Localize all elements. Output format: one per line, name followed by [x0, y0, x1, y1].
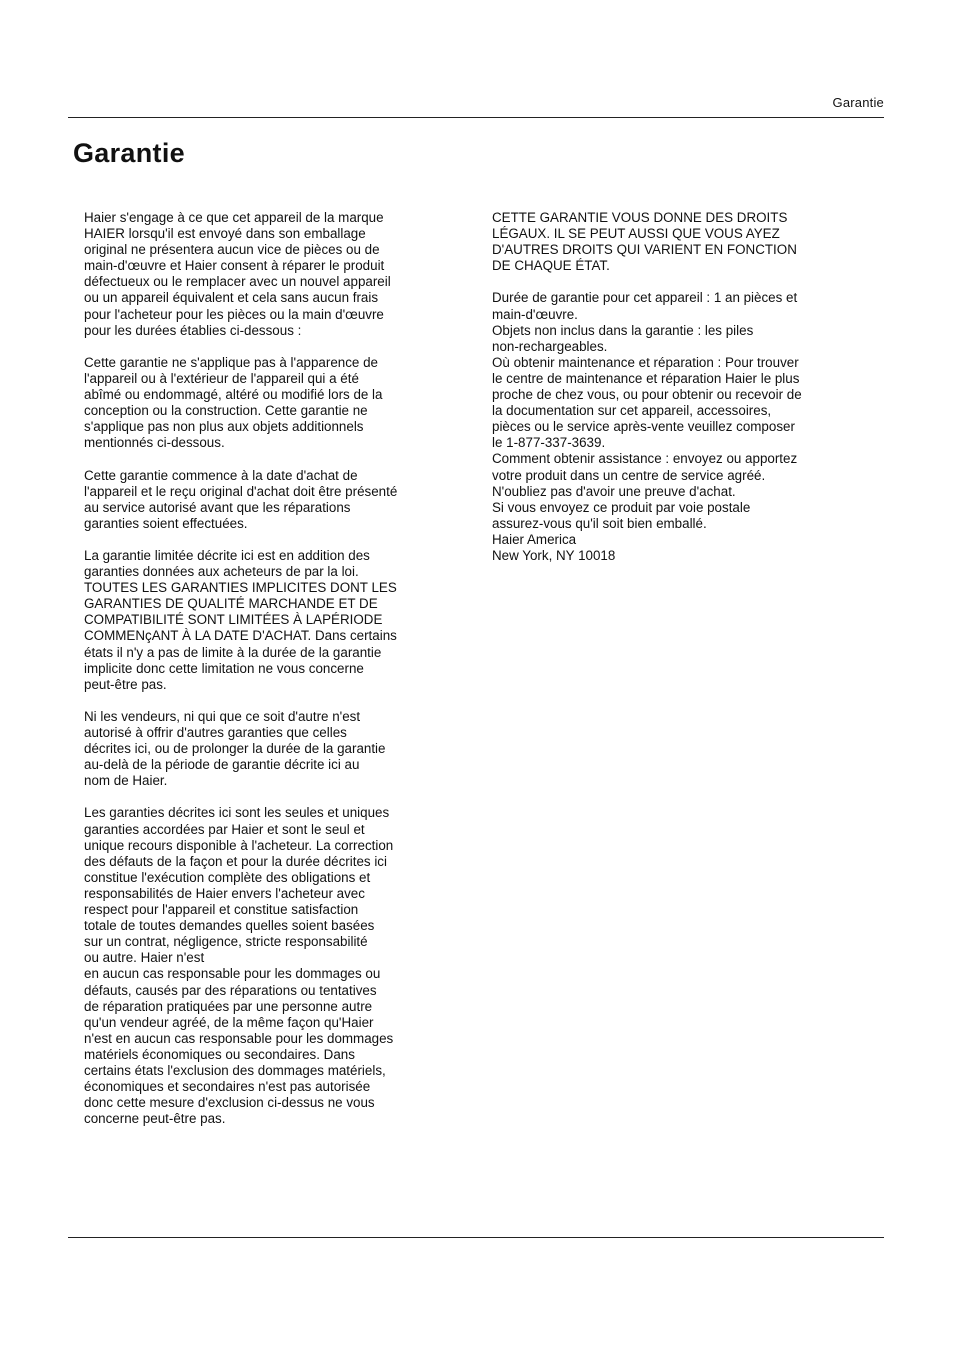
paragraph	[84, 709, 464, 789]
text-line: économiques et secondaires n'est pas autorisée	[84, 1079, 371, 1095]
text-line: Les garanties décrites ici sont les seules et uniques	[84, 805, 390, 821]
text-line: unique recours disponible à l'acheteur. La correction	[84, 837, 394, 853]
text-line: pour les durées établies ci-dessous :	[84, 322, 302, 338]
text-line: Où obtenir maintenance et réparation : Pour trouver	[492, 354, 799, 370]
text-line: en aucun cas responsable pour les dommages ou	[84, 966, 381, 982]
paragraph	[84, 548, 464, 693]
left-column	[84, 210, 464, 1143]
text-line: peut-être pas.	[84, 676, 167, 692]
text-line: Haier America	[492, 531, 577, 547]
text-line: constitue l'exécution complète des obligations et	[84, 869, 371, 885]
text-line: la documentation sur cet appareil, accessoires,	[492, 403, 772, 419]
text-line: nom de Haier.	[84, 773, 168, 789]
text-line: COMPATIBILITÉ SONT LIMITÉES À LAPÉRIODE	[84, 612, 383, 628]
text-line: défauts, causés par des réparations ou tentatives	[84, 982, 377, 998]
text-line: main-d'œuvre et Haier consent à réparer le produit	[84, 258, 385, 274]
text-line: pièces ou le service après-vente veuillez composer	[492, 419, 795, 435]
text-line: le 1-877-337-3639.	[492, 435, 606, 451]
text-line: GARANTIES DE QUALITÉ MARCHANDE ET DE	[84, 596, 378, 612]
paragraph	[84, 805, 464, 1127]
text-line: ou un appareil équivalent et cela sans aucun frais	[84, 290, 379, 306]
text-line: garanties accordées par Haier et sont le seul et	[84, 821, 365, 837]
text-line: décrites ici, ou de prolonger la durée de la garantie	[84, 741, 386, 757]
text-line: Ni les vendeurs, ni qui que ce soit d'autre n'est	[84, 708, 361, 724]
text-line: de réparation pratiquées par une personne autre	[84, 998, 373, 1014]
paragraph	[492, 210, 864, 274]
text-line: l'appareil et le reçu original d'achat doit être présenté	[84, 483, 398, 499]
text-line: Durée de garantie pour cet appareil : 1 an pièces et	[492, 290, 798, 306]
text-line: n'est en aucun cas responsable pour les dommages	[84, 1030, 394, 1046]
text-line: défectueux ou le remplacer avec un nouvel appareil	[84, 274, 391, 290]
text-line: Comment obtenir assistance : envoyez ou apportez	[492, 451, 798, 467]
text-line: implicite donc cette limitation ne vous concerne	[84, 660, 364, 676]
paragraph	[84, 210, 464, 339]
text-line: assurez-vous qu'il soit bien emballé.	[492, 515, 707, 531]
text-line: garanties soient effectuées.	[84, 515, 248, 531]
text-line: N'oubliez pas d'avoir une preuve d'achat.	[492, 483, 736, 499]
text-line: original ne présentera aucun vice de pièces ou de	[84, 242, 380, 258]
text-line: l'appareil ou à l'extérieur de l'appareil qui a été	[84, 370, 359, 386]
text-line: Cette garantie ne s'applique pas à l'apparence de	[84, 354, 378, 370]
text-line: main-d'œuvre.	[492, 306, 578, 322]
text-line: LÉGAUX. IL SE PEUT AUSSI QUE VOUS AYEZ	[492, 226, 780, 242]
text-line: New York, NY 10018	[492, 547, 616, 563]
text-line: CETTE GARANTIE VOUS DONNE DES DROITS	[492, 210, 788, 225]
text-line: le centre de maintenance et réparation Haier le plus	[492, 370, 800, 386]
paragraph	[492, 290, 864, 564]
text-line: Cette garantie commence à la date d'achat de	[84, 467, 358, 483]
text-line: qu'un vendeur agréé, de la même façon qu'Haier	[84, 1014, 374, 1030]
text-line: TOUTES LES GARANTIES IMPLICITES DONT LES	[84, 580, 397, 596]
text-line: votre produit dans un centre de service agréé.	[492, 467, 766, 483]
text-line: D'AUTRES DROITS QUI VARIENT EN FONCTION	[492, 242, 797, 258]
text-line: mentionnés ci-dessous.	[84, 435, 225, 451]
paragraph	[84, 355, 464, 452]
footer-divider	[68, 1237, 884, 1238]
text-line: s'applique pas non plus aux objets additionnels	[84, 419, 364, 435]
text-line: HAIER lorsqu'il est envoyé dans son emballage	[84, 226, 366, 242]
page-title: Garantie	[73, 138, 185, 168]
text-line: COMMENçANT À LA DATE D'ACHAT. Dans certains	[84, 628, 397, 644]
text-line: matériels économiques ou secondaires. Dans	[84, 1046, 355, 1062]
text-line: états il n'y a pas de limite à la durée de la garantie	[84, 644, 382, 660]
text-line: donc cette mesure d'exclusion ci-dessus ne vous	[84, 1095, 375, 1111]
text-line: respect pour l'appareil et constitue satisfaction	[84, 902, 359, 918]
text-line: responsabilités de Haier envers l'acheteur avec	[84, 885, 365, 901]
text-line: ou autre. Haier n'est	[84, 950, 205, 966]
text-line: conception ou la construction. Cette garantie ne	[84, 403, 368, 419]
text-line: non-rechargeables.	[492, 338, 608, 354]
text-line: autorisé à offrir d'autres garanties que celles	[84, 725, 347, 740]
text-line: La garantie limitée décrite ici est en addition des	[84, 547, 370, 563]
text-line: au-delà de la période de garantie décrite ici au	[84, 757, 360, 773]
header-section-label: Garantie	[832, 95, 884, 110]
right-column	[492, 210, 864, 580]
header-divider	[68, 117, 884, 118]
text-line: proche de chez vous, ou pour obtenir ou recevoir de	[492, 387, 802, 403]
text-line: pour l'acheteur pour les pièces ou la main d'œuvre	[84, 306, 384, 322]
text-line: au service autorisé avant que les réparations	[84, 499, 351, 515]
text-line: Objets non inclus dans la garantie : les piles	[492, 322, 754, 338]
text-line: garanties données aux acheteurs de par la loi.	[84, 564, 359, 580]
text-line: DE CHAQUE ÉTAT.	[492, 258, 610, 274]
text-line: totale de toutes demandes quelles soient basées	[84, 918, 375, 934]
text-line: Si vous envoyez ce produit par voie postale	[492, 499, 751, 515]
text-line: abîmé ou endommagé, altéré ou modifié lors de la	[84, 387, 383, 403]
text-line: Haier s'engage à ce que cet appareil de la marque	[84, 210, 384, 225]
text-line: sur un contrat, négligence, stricte responsabilité	[84, 934, 368, 950]
text-line: des défauts de la façon et pour la durée décrites ici	[84, 853, 387, 869]
paragraph	[84, 468, 464, 532]
text-line: certains états l'exclusion des dommages matériels,	[84, 1062, 386, 1078]
text-line: concerne peut-être pas.	[84, 1111, 226, 1127]
